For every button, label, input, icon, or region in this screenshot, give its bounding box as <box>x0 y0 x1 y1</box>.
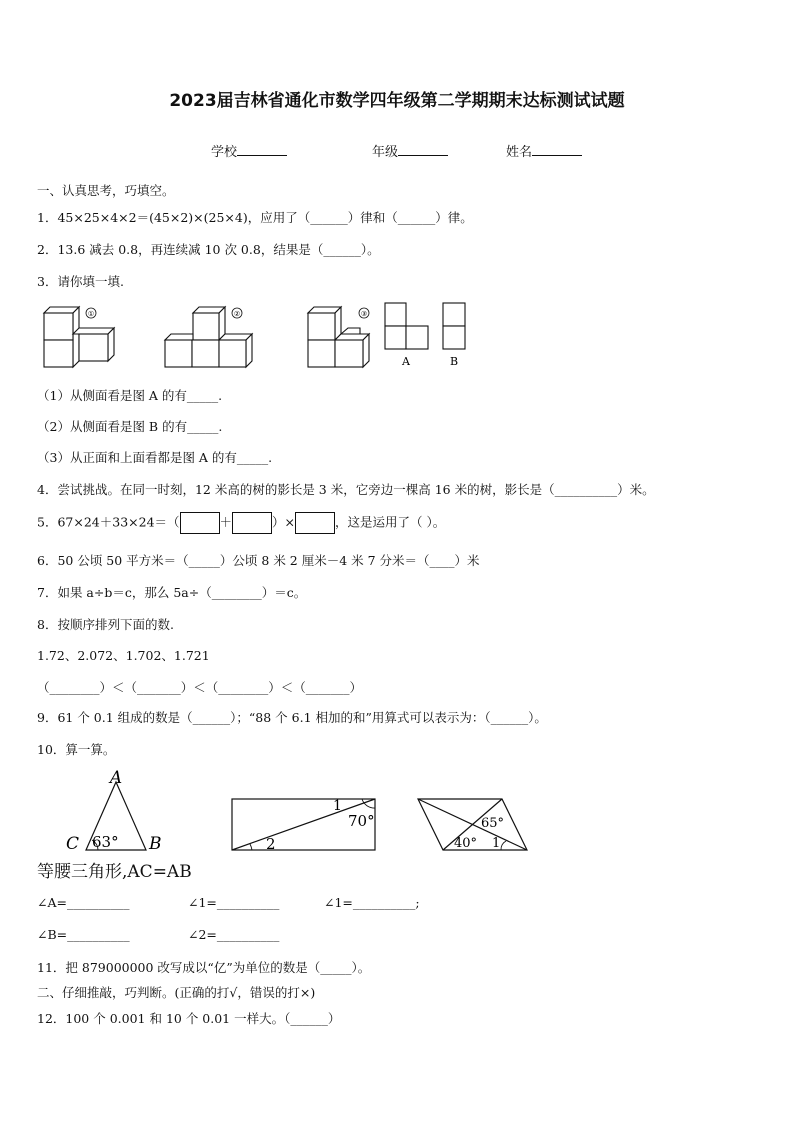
answer-angle-2: ∠2=__________ <box>188 927 280 942</box>
answer-box-3[interactable] <box>295 512 335 534</box>
label-40: 40° <box>454 836 478 851</box>
cube-label-3: ③ <box>360 310 368 318</box>
question-8-numbers: 1.72、2.072、1.702、1.721 <box>37 648 210 663</box>
label-C: C <box>66 834 80 854</box>
label-B: B <box>149 834 162 854</box>
label-70: 70° <box>348 812 375 830</box>
question-3: 3．请你填一填. <box>37 274 124 289</box>
question-8: 8．按顺序排列下面的数. <box>37 617 174 632</box>
cube-figure-1 <box>44 307 114 367</box>
school-field[interactable] <box>211 141 287 160</box>
question-2: 2．13.6 减去 0.8，再连续减 10 次 0.8，结果是（______）。 <box>37 242 380 257</box>
view-a <box>385 303 428 349</box>
question-7: 7．如果 a÷b＝c，那么 5a÷（________）＝c。 <box>37 585 307 600</box>
question-9: 9．61 个 0.1 组成的数是（______）；“88 个 6.1 相加的和”用算式可以表示为：（______）。 <box>37 710 547 725</box>
question-6: 6．50 公顷 50 平方米＝（_____）公顷 8 米 2 厘米－4 米 7 分米＝（____）米 <box>37 553 480 568</box>
question-3-2: （2）从侧面看是图 B 的有_____. <box>37 419 223 434</box>
question-8-order: （________）＜（_______）＜（________）＜（_______） <box>37 680 363 695</box>
question-3-3: （3）从正面和上面看都是图 A 的有_____. <box>37 450 273 465</box>
view-b <box>443 303 465 349</box>
question-5 <box>37 512 445 534</box>
q5-prefix: 5．67×24＋33×24＝（ <box>37 514 180 530</box>
section-1-heading: 一、认真思考，巧填空。 <box>37 183 175 198</box>
label-63: 63° <box>92 833 119 851</box>
view-b-label: B <box>449 355 459 368</box>
question-11: 11．把 879000000 改写成以“亿”为单位的数是（_____）。 <box>37 960 371 975</box>
answer-angle-1-rect: ∠1=__________ <box>188 895 280 910</box>
name-field[interactable] <box>506 141 582 160</box>
grade-field[interactable] <box>372 141 448 160</box>
cube-label-2: ② <box>233 310 241 318</box>
geometry-figures <box>36 766 556 858</box>
school-label: 学校 <box>211 145 238 160</box>
answer-angle-1-para: ∠1=__________; <box>324 895 420 910</box>
question-4: 4．尝试挑战。在同一时刻，12 米高的树的影长是 3 米，它旁边一棵高 16 米的树，影长是（__________）米。 <box>37 482 655 497</box>
name-label: 姓名 <box>506 145 533 160</box>
question-1: 1．45×25×4×2＝(45×2)×(25×4)，应用了（______）律和（______）律。 <box>37 210 473 225</box>
label-65: 65° <box>481 816 505 831</box>
question-12: 12．100 个 0.001 和 10 个 0.01 一样大。（______） <box>37 1011 341 1026</box>
label-A: A <box>109 768 123 788</box>
isosceles-note: 等腰三角形,AC=AB <box>37 862 192 882</box>
view-a-label: A <box>402 355 410 368</box>
label-rect-1: 1 <box>333 798 342 814</box>
q5-plus: ＋ <box>219 514 233 530</box>
label-rect-2: 2 <box>266 835 276 853</box>
answer-angle-b: ∠B=__________ <box>37 927 130 942</box>
question-3-1: （1）从侧面看是图 A 的有_____. <box>37 388 223 403</box>
question-10: 10．算一算。 <box>37 742 116 757</box>
q5-suffix: ，这是运用了（ ）。 <box>335 514 446 530</box>
section-2-heading: 二、仔细推敲，巧判断。(正确的打√，错误的打×) <box>37 985 316 1000</box>
cube-label-1: ① <box>87 310 95 318</box>
page-title: 2023届吉林省通化市数学四年级第二学期期末达标测试试题 <box>169 91 625 111</box>
grade-label: 年级 <box>372 145 399 160</box>
answer-box-2[interactable] <box>232 512 272 534</box>
answer-box-1[interactable] <box>180 512 220 534</box>
q5-mid: ）× <box>272 514 296 530</box>
cube-figures <box>38 300 478 372</box>
label-para-1: 1 <box>492 836 501 851</box>
answer-angle-a: ∠A=__________ <box>37 895 130 910</box>
